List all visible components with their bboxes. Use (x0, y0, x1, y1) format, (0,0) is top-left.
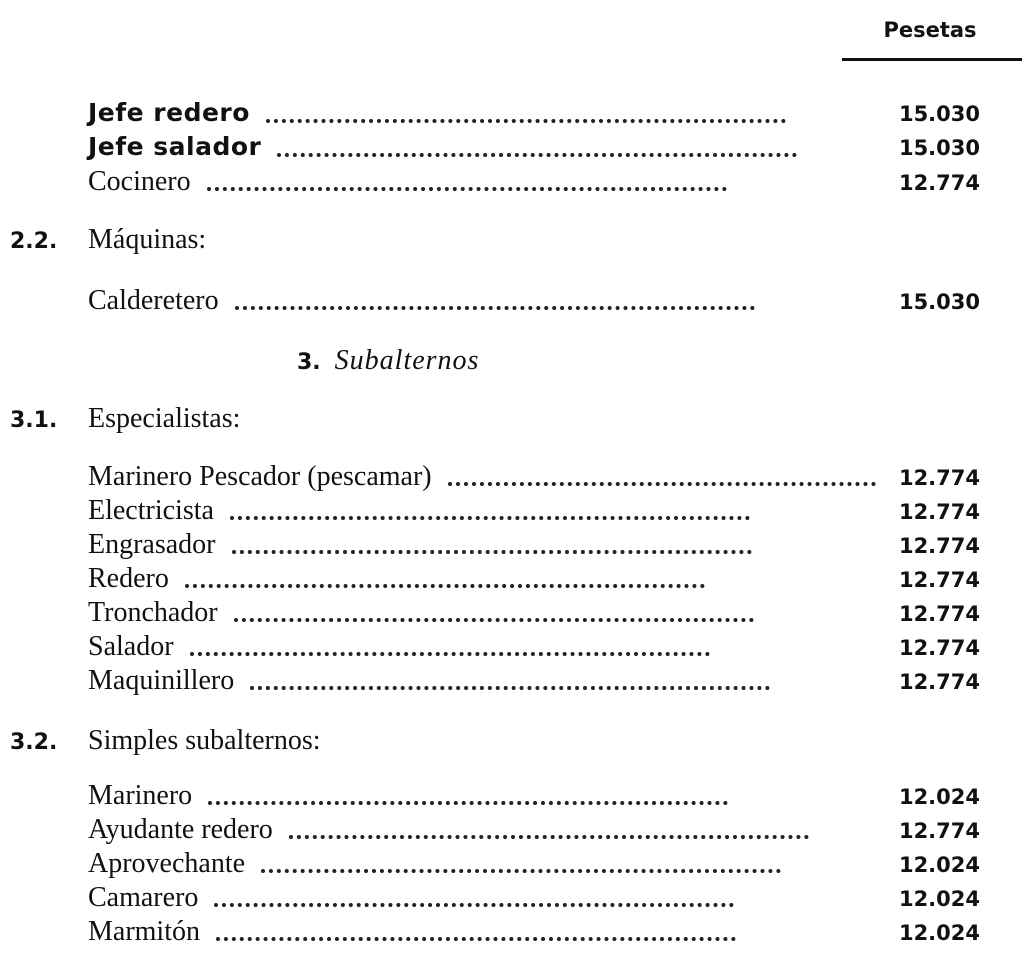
table-row (88, 665, 980, 699)
row-amount: 12.024 (898, 785, 980, 809)
row-label: Jefe redero (88, 98, 250, 127)
leader-dots (207, 187, 727, 191)
leader-dots (250, 686, 770, 690)
table-row (88, 563, 980, 597)
row-label: Ayudante redero (88, 814, 273, 845)
heading-number: 3. (297, 350, 321, 375)
table-row (88, 916, 980, 950)
row-amount: 12.024 (898, 921, 980, 945)
row-label: Jefe salador (88, 132, 262, 161)
leader-dots (208, 801, 728, 805)
table-row (88, 814, 980, 848)
leader-dots (234, 618, 754, 622)
row-amount: 12.024 (898, 887, 980, 911)
row-amount: 12.774 (898, 466, 980, 490)
leader-dots (448, 482, 876, 486)
row-amount: 12.774 (898, 500, 980, 524)
table-row (88, 166, 980, 200)
row-label: Engrasador (88, 529, 216, 560)
row-label: Marinero (88, 780, 193, 811)
row-amount: 12.774 (898, 636, 980, 660)
row-label: Cocinero (88, 166, 191, 197)
leader-dots (232, 550, 752, 554)
row-amount: 12.774 (898, 670, 980, 694)
row-amount: 15.030 (898, 136, 980, 160)
table-row (88, 848, 980, 882)
section-2-2 (10, 224, 206, 256)
leader-dots (289, 835, 809, 839)
table-row (88, 882, 980, 916)
row-amount: 15.030 (898, 102, 980, 126)
section-number: 3.1. (10, 408, 58, 433)
leader-dots (235, 306, 755, 310)
leader-dots (230, 516, 750, 520)
column-header-rule (842, 58, 1022, 61)
table-row (88, 461, 980, 495)
table-row (88, 631, 980, 665)
section-title: Especialistas: (88, 403, 241, 434)
leader-dots (216, 937, 736, 941)
row-label: Tronchador (88, 597, 218, 628)
table-row (88, 285, 980, 319)
leader-dots (266, 119, 786, 123)
heading-title: Subalternos (334, 345, 480, 376)
row-amount: 12.774 (898, 171, 980, 195)
table-row (88, 780, 980, 814)
leader-dots (261, 869, 781, 873)
leader-dots (190, 652, 710, 656)
leader-dots (185, 584, 705, 588)
row-amount: 15.030 (898, 290, 980, 314)
column-header: Pesetas (883, 18, 977, 42)
table-row (88, 495, 980, 529)
row-amount: 12.774 (898, 568, 980, 592)
row-amount: 12.774 (898, 602, 980, 626)
row-label: Aprovechante (88, 848, 246, 879)
row-label: Maquinillero (88, 665, 235, 696)
table-row (88, 98, 980, 132)
section-number: 2.2. (10, 229, 58, 254)
section-number: 3.2. (10, 730, 58, 755)
section-3-2 (10, 725, 321, 757)
row-label: Redero (88, 563, 169, 594)
leader-dots (277, 153, 797, 157)
row-label: Camarero (88, 882, 199, 913)
row-label: Electricista (88, 495, 214, 526)
table-row (88, 597, 980, 631)
table-row (88, 132, 980, 166)
row-label: Calderetero (88, 285, 219, 316)
section-title: Simples subalternos: (88, 725, 321, 756)
row-label: Salador (88, 631, 174, 662)
row-label: Marmitón (88, 916, 200, 947)
row-amount: 12.774 (898, 819, 980, 843)
table-row (88, 529, 980, 563)
row-label: Marinero Pescador (pescamar) (88, 461, 432, 492)
section-title: Máquinas: (88, 224, 207, 255)
heading-3 (297, 345, 479, 377)
section-3-1 (10, 403, 240, 435)
row-amount: 12.774 (898, 534, 980, 558)
leader-dots (214, 903, 734, 907)
row-amount: 12.024 (898, 853, 980, 877)
